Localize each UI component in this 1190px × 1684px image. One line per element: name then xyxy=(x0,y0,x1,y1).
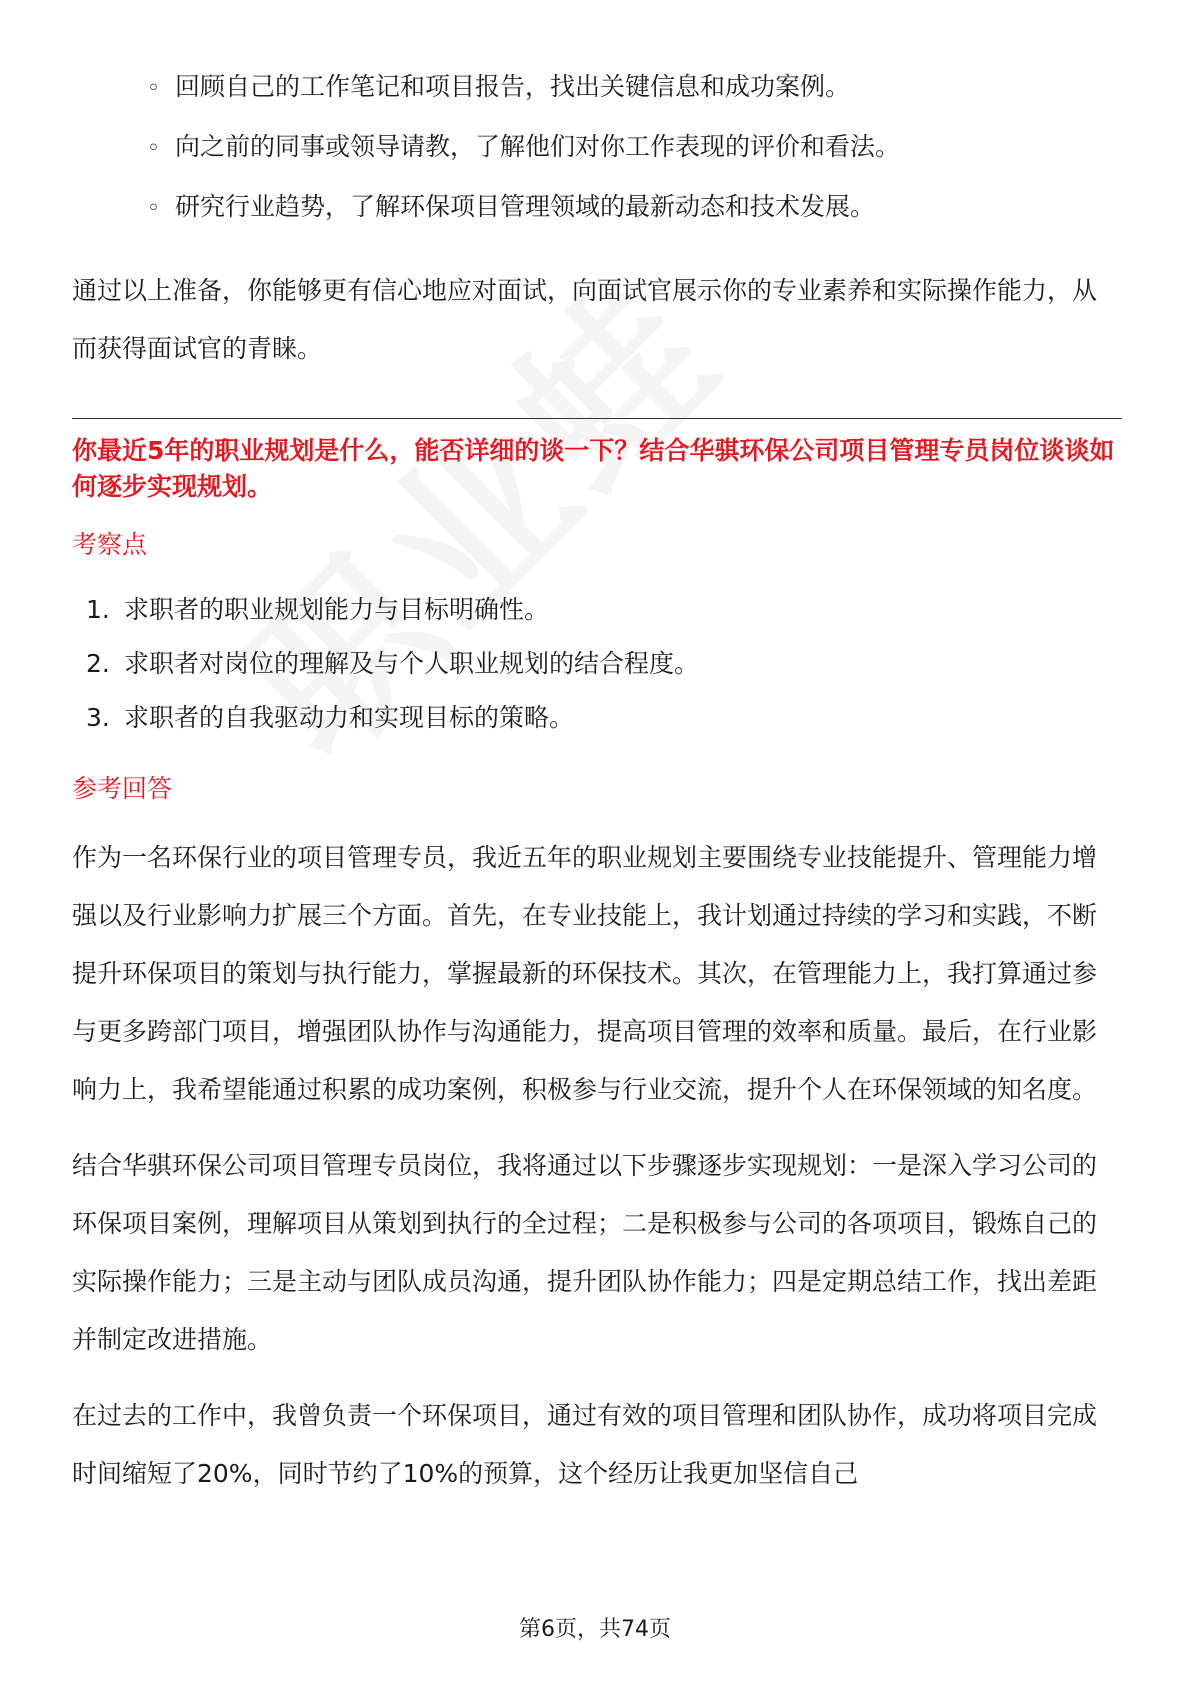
intro-bullet-list xyxy=(72,58,1120,238)
answer-paragraph: 结合华骐环保公司项目管理专员岗位，我将通过以下步骤逐步实现规划：一是深入学习公司的环保项目案例，理解项目从策划到执行的全过程；二是积极参与公司的各项项目，锻炼自己的实际操作能力；三是主动与团队成员沟通，提升团队协作能力；四是定期总结工作，找出差距并制定改进措施。 xyxy=(72,1151,1098,1354)
list-item-text: 求职者对岗位的理解及与个人职业规划的结合程度。 xyxy=(124,649,700,678)
document-page xyxy=(72,58,1120,1503)
list-item-text: 向之前的同事或领导请教，了解他们对你工作表现的评价和看法。 xyxy=(175,132,901,161)
answer-paragraph: 在过去的工作中，我曾负责一个环保项目，通过有效的项目管理和团队协作，成功将项目完成时间缩短了20%，同时节约了10%的预算，这个经历让我更加坚信自己 xyxy=(72,1401,1098,1488)
bullet-icon: ◦ xyxy=(147,76,160,101)
list-item xyxy=(147,178,1120,238)
page-number-footer: 第6页，共74页 xyxy=(519,1617,671,1642)
list-number: 2. xyxy=(86,649,110,678)
list-item-text: 研究行业趋势，了解环保项目管理领域的最新动态和技术发展。 xyxy=(175,192,876,221)
list-item-text: 回顾自己的工作笔记和项目报告，找出关键信息和成功案例。 xyxy=(175,72,851,101)
summary-paragraph: 通过以上准备，你能够更有信心地应对面试，向面试官展示你的专业素养和实际操作能力，从而获得面试官的青睐。 xyxy=(72,276,1098,363)
list-item xyxy=(147,118,1120,178)
focus-point-list xyxy=(72,583,1120,745)
answer-paragraph: 作为一名环保行业的项目管理专员，我近五年的职业规划主要围绕专业技能提升、管理能力增强以及行业影响力扩展三个方面。首先，在专业技能上，我计划通过持续的学习和实践，不断提升环保项目的策划与执行能力，掌握最新的环保技术。其次，在管理能力上，我打算通过参与更多跨部门项目，增强团队协作与沟通能力，提高项目管理的效率和质量。最后，在行业影响力上，我希望能通过积累的成功案例，积极参与行业交流，提升个人在环保领域的知名度。 xyxy=(72,843,1098,1104)
focus-heading: 考察点 xyxy=(72,530,148,559)
list-item xyxy=(147,58,1120,118)
section-divider xyxy=(72,418,1122,419)
list-item xyxy=(86,637,1120,691)
list-number: 3. xyxy=(86,703,110,732)
answer-heading: 参考回答 xyxy=(72,774,173,803)
list-item-text: 求职者的自我驱动力和实现目标的策略。 xyxy=(124,703,575,732)
list-item xyxy=(86,691,1120,745)
list-number: 1. xyxy=(86,595,110,624)
bullet-icon: ◦ xyxy=(147,136,160,161)
bullet-icon: ◦ xyxy=(147,196,160,221)
list-item xyxy=(86,583,1120,637)
list-item-text: 求职者的职业规划能力与目标明确性。 xyxy=(124,595,550,624)
interview-question: 你最近5年的职业规划是什么，能否详细的谈一下？结合华骐环保公司项目管理专员岗位谈谈如何逐步实现规划。 xyxy=(72,436,1115,501)
